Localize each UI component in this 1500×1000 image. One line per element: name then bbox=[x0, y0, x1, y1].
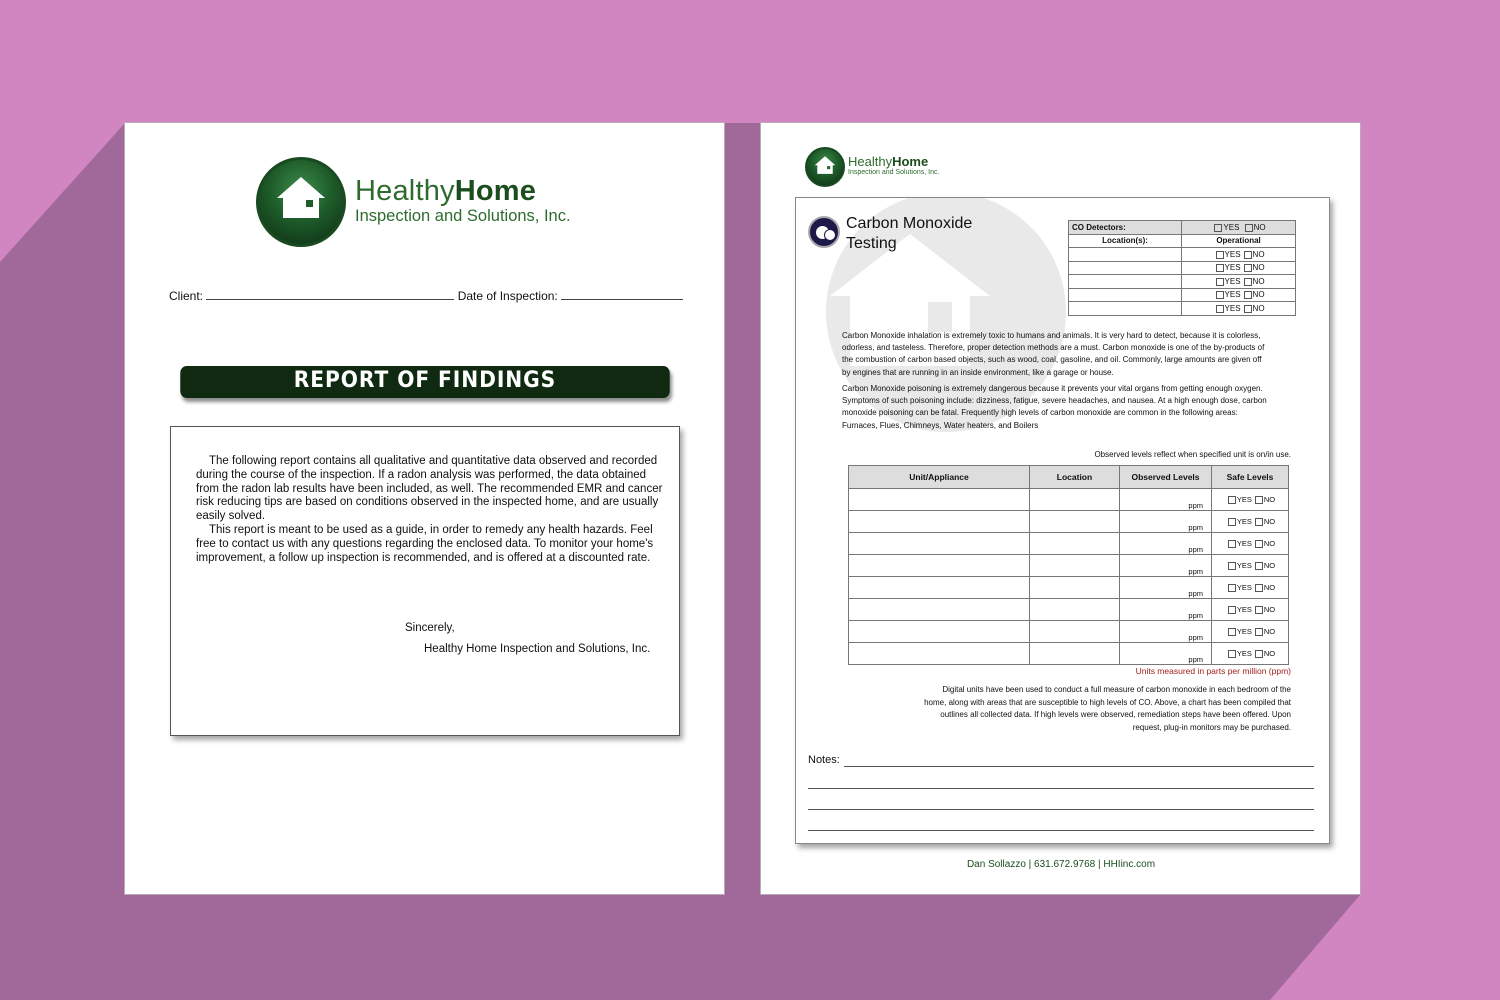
detectors-label: CO Detectors: bbox=[1069, 221, 1182, 235]
col-header: Observed Levels bbox=[1120, 466, 1212, 489]
watermark-house-door bbox=[928, 302, 952, 332]
notes-line[interactable] bbox=[808, 788, 1314, 789]
table-row bbox=[849, 489, 1289, 511]
location-cell[interactable] bbox=[1069, 302, 1182, 316]
checkbox[interactable] bbox=[1228, 606, 1236, 614]
checkbox[interactable] bbox=[1228, 628, 1236, 636]
observed-level-cell[interactable]: ppm bbox=[1120, 577, 1212, 599]
observed-level-cell[interactable]: ppm bbox=[1120, 621, 1212, 643]
location-cell[interactable] bbox=[1069, 248, 1182, 262]
company-tagline: Inspection and Solutions, Inc. bbox=[355, 207, 571, 225]
signature: Healthy Home Inspection and Solutions, Inc. bbox=[424, 643, 651, 655]
location-cell[interactable] bbox=[1069, 275, 1182, 289]
unit-cell[interactable] bbox=[849, 489, 1030, 511]
location-cell[interactable] bbox=[1030, 599, 1120, 621]
co-molecule-icon bbox=[808, 216, 840, 248]
checkbox[interactable] bbox=[1255, 650, 1263, 658]
letter-paragraph: The following report contains all qualitative and quantitative data observed and recorded during the course of the inspection. If a radon analysis was performed, the data obtained from the radon lab results have been included, as well. The recommended EMR and cancer risk reducing tips are based on conditions observed in the inspected home, and are usually easily solved. bbox=[196, 455, 663, 523]
safe-level-cell[interactable]: YES NO bbox=[1212, 489, 1289, 511]
letter-box bbox=[170, 426, 680, 736]
client-label: Client: bbox=[169, 289, 204, 303]
safe-level-cell[interactable]: YES NO bbox=[1212, 621, 1289, 643]
table-row bbox=[849, 577, 1289, 599]
operational-cell[interactable]: YES NO bbox=[1182, 288, 1296, 302]
detectors-yes-no[interactable]: YES NO bbox=[1182, 221, 1296, 235]
table-row bbox=[849, 643, 1289, 665]
checkbox[interactable] bbox=[1255, 518, 1263, 526]
checkbox[interactable] bbox=[1255, 606, 1263, 614]
section-title: Carbon Monoxide Testing bbox=[846, 215, 973, 252]
checkbox[interactable] bbox=[1228, 562, 1236, 570]
observed-level-cell[interactable]: ppm bbox=[1120, 643, 1212, 665]
safe-level-cell[interactable]: YES NO bbox=[1212, 599, 1289, 621]
checkbox[interactable] bbox=[1245, 224, 1253, 232]
client-field[interactable] bbox=[206, 287, 454, 300]
table-row bbox=[1069, 302, 1296, 316]
safe-level-cell[interactable]: YES NO bbox=[1212, 577, 1289, 599]
table-row bbox=[849, 621, 1289, 643]
notes-line[interactable] bbox=[844, 766, 1314, 767]
report-cover-page bbox=[124, 122, 725, 895]
location-cell[interactable] bbox=[1030, 577, 1120, 599]
location-cell[interactable] bbox=[1030, 511, 1120, 533]
table-row bbox=[849, 555, 1289, 577]
unit-cell[interactable] bbox=[849, 577, 1030, 599]
unit-cell[interactable] bbox=[849, 621, 1030, 643]
table-row bbox=[1069, 288, 1296, 302]
checkbox[interactable] bbox=[1228, 650, 1236, 658]
col-header: Location bbox=[1030, 466, 1120, 489]
unit-cell[interactable] bbox=[849, 533, 1030, 555]
company-logo bbox=[256, 157, 586, 249]
date-field[interactable] bbox=[561, 287, 683, 300]
letter-text bbox=[196, 455, 666, 565]
unit-cell[interactable] bbox=[849, 511, 1030, 533]
client-date-line bbox=[169, 287, 683, 303]
unit-cell[interactable] bbox=[849, 643, 1030, 665]
location-cell[interactable] bbox=[1030, 555, 1120, 577]
table-row bbox=[1069, 261, 1296, 275]
location-cell[interactable] bbox=[1030, 643, 1120, 665]
units-note: Units measured in parts per million (ppm) bbox=[1135, 666, 1291, 676]
company-logo bbox=[805, 147, 965, 187]
co-content-frame bbox=[795, 197, 1330, 844]
checkbox[interactable] bbox=[1228, 518, 1236, 526]
operational-cell[interactable]: YES NO bbox=[1182, 275, 1296, 289]
checkbox[interactable] bbox=[1228, 540, 1236, 548]
location-cell[interactable] bbox=[1030, 621, 1120, 643]
col-header: Unit/Appliance bbox=[849, 466, 1030, 489]
unit-cell[interactable] bbox=[849, 599, 1030, 621]
safe-level-cell[interactable]: YES NO bbox=[1212, 511, 1289, 533]
observed-level-cell[interactable]: ppm bbox=[1120, 555, 1212, 577]
observed-level-cell[interactable]: ppm bbox=[1120, 599, 1212, 621]
operational-cell[interactable]: YES NO bbox=[1182, 261, 1296, 275]
house-logo-icon bbox=[805, 147, 845, 187]
location-cell[interactable] bbox=[1069, 261, 1182, 275]
location-cell[interactable] bbox=[1069, 288, 1182, 302]
checkbox[interactable] bbox=[1255, 628, 1263, 636]
col-header-location: Location(s): bbox=[1069, 234, 1182, 248]
unit-cell[interactable] bbox=[849, 555, 1030, 577]
notes-line[interactable] bbox=[808, 809, 1314, 810]
contact-footer: Dan Sollazzo | 631.672.9768 | HHIinc.com bbox=[966, 859, 1156, 870]
co-detectors-table bbox=[1068, 220, 1296, 316]
location-cell[interactable] bbox=[1030, 489, 1120, 511]
col-header-operational: Operational bbox=[1182, 234, 1296, 248]
notes-label: Notes: bbox=[808, 754, 840, 766]
checkbox[interactable] bbox=[1255, 562, 1263, 570]
digital-units-paragraph: Digital units have been used to conduct a full measure of carbon monoxide in each bedroom of the home, along with areas that are susceptible to high levels of CO. Above, a chart has been compiled that outlines all collected data. If high levels were observed, remediation steps have been offered. Upon request, plug-in monitors may be purchased. bbox=[924, 685, 1291, 732]
safe-level-cell[interactable]: YES NO bbox=[1212, 643, 1289, 665]
checkbox[interactable] bbox=[1255, 584, 1263, 592]
safe-level-cell[interactable]: YES NO bbox=[1212, 555, 1289, 577]
checkbox[interactable] bbox=[1255, 496, 1263, 504]
company-name: HealthyHome bbox=[355, 175, 537, 207]
table-row bbox=[849, 599, 1289, 621]
col-header: Safe Levels bbox=[1212, 466, 1289, 489]
checkbox[interactable] bbox=[1214, 224, 1222, 232]
checkbox[interactable] bbox=[1255, 540, 1263, 548]
operational-cell[interactable]: YES NO bbox=[1182, 302, 1296, 316]
operational-cell[interactable]: YES NO bbox=[1182, 248, 1296, 262]
letter-paragraph: This report is meant to be used as a guide, in order to remedy any health hazards. Feel free to contact us with any questions regarding the enclosed data. To monitor your home's improvement, a follow up inspection is recommended, and is offered at a discounted rate. bbox=[196, 523, 654, 564]
observed-level-cell[interactable]: ppm bbox=[1120, 489, 1212, 511]
checkbox[interactable] bbox=[1228, 496, 1236, 504]
co-testing-page bbox=[760, 122, 1361, 895]
observed-level-cell[interactable]: ppm bbox=[1120, 533, 1212, 555]
co-levels-table bbox=[848, 465, 1289, 665]
notes-line[interactable] bbox=[808, 830, 1314, 831]
observed-note: Observed levels reflect when specified unit is on/in use. bbox=[1094, 450, 1291, 459]
company-tagline: Inspection and Solutions, Inc. bbox=[848, 169, 940, 176]
location-cell[interactable] bbox=[1030, 533, 1120, 555]
table-row bbox=[1069, 275, 1296, 289]
company-name: HealthyHome bbox=[848, 154, 929, 169]
intro-paragraph: Carbon Monoxide poisoning is extremely dangerous because it prevents your vital organs from getting enough oxygen. Symptoms of such poisoning include: dizziness, fatigue, severe headaches, and nausea. At a high enough dose, carbon monoxide poisoning can be fatal. Frequently high levels of carbon monoxide are common in the following areas: Furnaces, Flues, Chimneys, Water heaters, and Boilers bbox=[842, 384, 1267, 430]
observed-level-cell[interactable]: ppm bbox=[1120, 511, 1212, 533]
safe-level-cell[interactable]: YES NO bbox=[1212, 533, 1289, 555]
checkbox[interactable] bbox=[1228, 584, 1236, 592]
report-title-banner: REPORT OF FINDINGS bbox=[180, 366, 669, 398]
table-row bbox=[849, 533, 1289, 555]
table-row bbox=[849, 511, 1289, 533]
date-label: Date of Inspection: bbox=[457, 289, 558, 303]
table-row bbox=[1069, 248, 1296, 262]
intro-paragraph: Carbon Monoxide inhalation is extremely toxic to humans and animals. It is very hard to detect, because it is colorless, odorless, and tasteless. Therefore, proper detection methods are a must. Carbon monoxide is one of the by-products of the combustion of carbon based objects, such as wood, coal, gasoline, and oil. Commonly, large amounts are given off by engines that are running in an inside environment, like a garage or house. bbox=[842, 331, 1265, 377]
sincerely: Sincerely, bbox=[405, 622, 455, 634]
house-logo-icon bbox=[256, 157, 346, 247]
